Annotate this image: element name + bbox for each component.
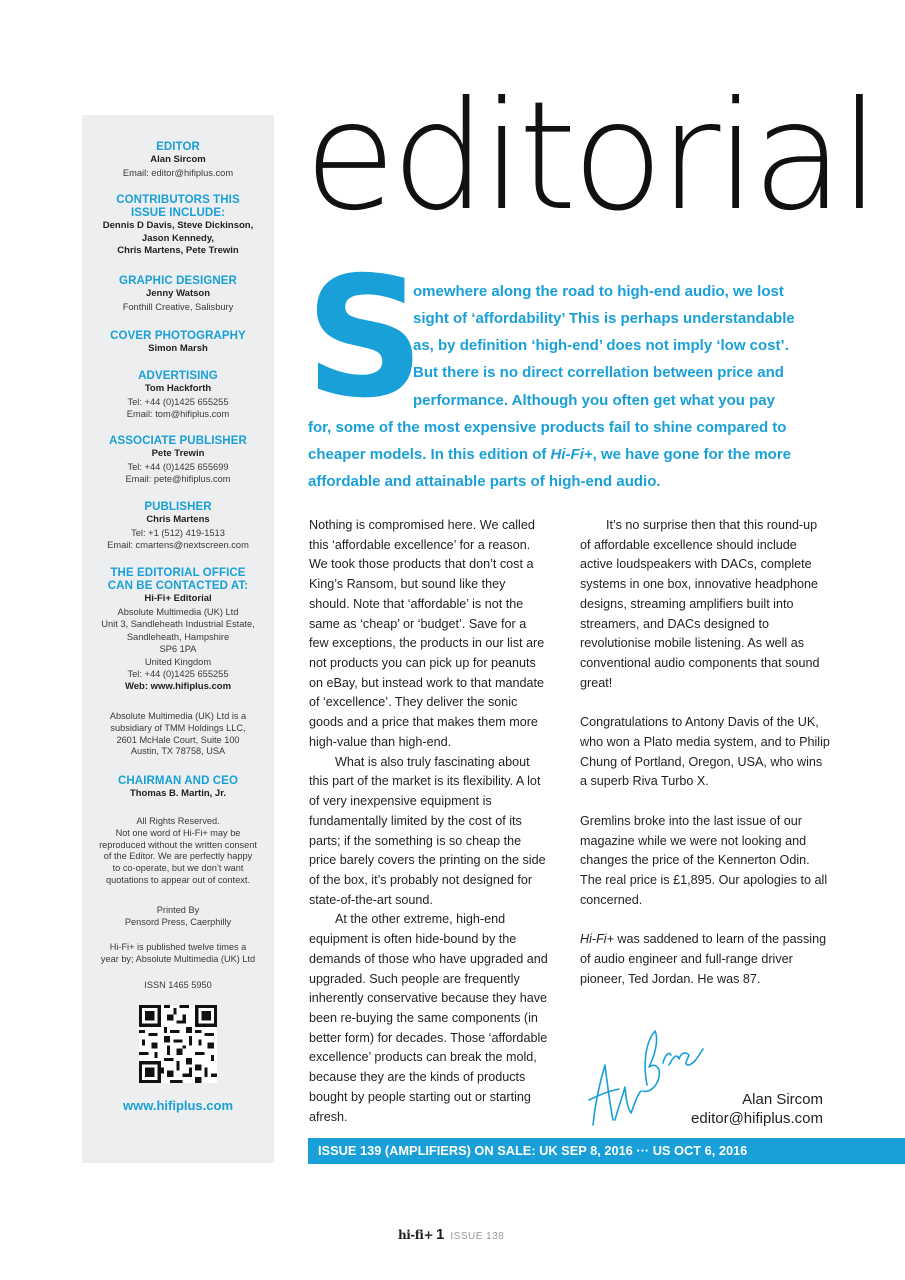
photography-heading: COVER PHOTOGRAPHY [110,330,246,342]
body-column-right [580,516,830,989]
paragraph-gap [580,693,830,713]
body-paragraph: Congratulations to Antony Davis of the UK, who won a Plato media system, and to Philip Chung of Portland, Oregon, USA, who wins a superb Riva Turbo X. [580,715,830,789]
standfirst-line: as, by definition ‘high-end’ does not imply ‘low cost’. [413,337,789,354]
office-block [82,567,274,693]
standfirst-text: cheaper models. In this edition of [308,446,551,463]
rights-line: to co-operate, but we don’t want [112,863,244,874]
issue-label: ISSUE 138 [450,1231,505,1242]
photography-name: Simon Marsh [148,343,208,354]
contributors-block [82,194,274,258]
rights-line: of the Editor. We are perfectly happy [103,851,253,862]
publisher-heading: PUBLISHER [144,501,212,513]
issn-block [82,980,274,992]
subsidiary-line: subsidiary of TMM Holdings LLC, [110,722,246,733]
publisher-tel: Tel: +1 (512) 419-1513 [131,527,225,538]
office-name: Hi-Fi+ Editorial [144,593,212,604]
office-address-line: SP6 1PA [159,644,197,654]
chairman-name: Thomas B. Martin, Jr. [129,788,227,799]
body-paragraph: At the other extreme, high-end equipment is often hide-bound by the demands of those who have upgraded and upgraded. Such people are frequently inherently conservative because they have been re-buying the same components (in better form) for decades. Those ‘affordable excellence’ products can break the mold, because they are the kinds of products bought by people starting out or starting afresh. [309,912,548,1124]
signature-icon [585,1025,705,1130]
contributors-heading: CONTRIBUTORS THIS [116,194,240,206]
associate-publisher-block [82,435,274,486]
standfirst-line: affordable and attainable parts of high-end audio. [308,473,661,490]
designer-block [82,275,274,313]
designer-company: Fonthill Creative, Salisbury [122,301,234,312]
standfirst-text: , we have gone for the more [592,446,792,463]
issn: ISSN 1465 5950 [144,980,212,990]
contributors-names: Chris Martens, Pete Trewin [117,245,239,256]
page-number: 1 [436,1226,445,1243]
photography-block [82,330,274,356]
next-issue-banner: ISSUE 139 (AMPLIFIERS) ON SALE: UK SEP 8, 2016 ··· US OCT 6, 2016 [308,1138,905,1164]
rights-line: Not one word of Hi-Fi+ may be [115,827,241,838]
rights-line: reproduced without the written consent [99,839,257,850]
drop-cap: S [305,242,425,435]
body-column-left [309,516,549,1127]
office-heading-2: CAN BE CONTACTED AT: [107,580,249,592]
signoff-name: Alan Sircom [742,1091,823,1108]
chairman-heading: CHAIRMAN AND CEO [117,775,238,787]
masthead-sidebar [82,115,274,1163]
signoff [691,1090,823,1128]
website-link[interactable]: www.hifiplus.com [122,1098,234,1113]
designer-name: Jenny Watson [145,288,211,299]
subsidiary-line: Absolute Multimedia (UK) Ltd is a [109,711,247,721]
advertising-block [82,370,274,421]
signoff-email[interactable]: editor@hifiplus.com [691,1110,823,1127]
associate-publisher-heading: ASSOCIATE PUBLISHER [109,435,247,447]
contributors-names: Jason Kennedy, [141,232,215,244]
editor-name: Alan Sircom [150,154,206,165]
subsidiary-line: 2601 McHale Court, Suite 100 [116,734,240,745]
advertising-heading: ADVERTISING [138,370,218,382]
editor-block [82,141,274,179]
designer-heading: GRAPHIC DESIGNER [119,275,237,287]
standfirst-line: omewhere along the road to high-end audio, we lost [413,283,784,300]
advertising-name: Tom Hackforth [144,383,212,394]
office-heading: THE EDITORIAL OFFICE [110,567,246,579]
editor-email: Email: editor@hifiplus.com [122,167,234,178]
chairman-block [82,775,274,801]
contributors-heading-2: ISSUE INCLUDE: [130,207,226,219]
magazine-name: Hi-Fi+ [580,932,614,947]
publisher-email: Email: cmartens@nextscreen.com [107,540,249,550]
body-paragraph: Nothing is compromised here. We called this ‘affordable excellence’ for a reason. We took those products that don’t cost a King’s Ransom, but sound like they should. Note that ‘affordable’ is not the same as ‘cheap’ or ‘budget’. Save for a few exceptions, the products in our list are not products you can pick up for peanuts on eBay, but instead work to that mandate of ‘excellence’. They deliver the sonic goods and a price that makes them more high-value than high-end. [309,518,545,749]
body-paragraph [580,930,830,989]
office-web[interactable]: Web: www.hifiplus.com [124,680,232,692]
printer-block [82,905,274,929]
advertising-tel: Tel: +44 (0)1425 655255 [127,396,229,407]
printer-line: Printed By [156,905,200,915]
printer-line: Pensord Press, Caerphilly [124,916,232,927]
magazine-logo: hi-fi+ [398,1228,434,1242]
subsidiary-block [82,711,274,758]
body-paragraph: Gremlins broke into the last issue of our magazine while we were not looking and changes the price of the Kennerton Odin. The real price is £1,895. Our apologies to all concerned. [580,813,828,907]
office-address-line: United Kingdom [144,656,212,667]
published-line: year by; Absolute Multimedia (UK) Ltd [100,953,256,964]
office-tel: Tel: +44 (0)1425 655255 [127,669,229,679]
rights-block [82,816,274,887]
magazine-name: Hi-Fi+ [550,446,593,463]
standfirst-line: But there is no direct correllation between price and [413,364,784,381]
associate-publisher-name: Pete Trewin [151,448,205,459]
standfirst-line: for, some of the most expensive products fail to shine compared to [308,419,787,436]
editor-heading: EDITOR [156,141,200,153]
office-address-line: Sandleheath, Hampshire [126,631,230,642]
paragraph-text: was saddened to learn of the passing of audio engineer and full-range driver pioneer, Ted Jordan. He was 87. [580,932,827,986]
associate-publisher-tel: Tel: +44 (0)1425 655699 [127,461,229,472]
paragraph-gap [580,792,830,812]
standfirst-line: sight of ‘affordability’ This is perhaps understandable [413,310,795,327]
paragraph-gap [580,910,830,930]
published-block [82,942,274,966]
page-title: editorial [304,70,876,244]
publisher-name: Chris Martens [146,514,210,525]
rights-line: quotations to appear out of context. [105,874,251,885]
qr-code-icon[interactable] [139,1005,217,1083]
website-block [82,1098,274,1113]
associate-publisher-email: Email: pete@hifiplus.com [125,474,231,484]
rights-line: All Rights Reserved. [136,816,220,826]
standfirst-line [308,446,791,464]
standfirst-line: performance. Although you often get what you pay [413,392,775,409]
office-address-line: Absolute Multimedia (UK) Ltd [117,606,239,617]
office-address-line: Unit 3, Sandleheath Industrial Estate, [101,619,255,629]
publisher-block [82,501,274,552]
advertising-email: Email: tom@hifiplus.com [126,409,230,419]
published-line: Hi-Fi+ is published twelve times a [109,942,247,952]
body-paragraph: It’s no surprise then that this round-up of affordable excellence should include active loudspeakers with DACs, complete systems in one box, innovative headphone designs, streaming amplifiers built into streamers, and DACs designed to revolutionise mobile listening. As well as conventional audio components that sound great! [580,518,820,690]
body-paragraph: What is also truly fascinating about this part of the market is its flexibility. A lot of very inexpensive equipment is fundamentally limited by the cost of its parts; if the something is so cheap the price barely covers the printing on the side of the box, it’s probably not designed for state-of-the-art sound. [309,754,546,907]
subsidiary-line: Austin, TX 78758, USA [130,746,226,757]
contributors-names: Dennis D Davis, Steve Dickinson, [102,220,254,231]
page-footer [398,1226,504,1244]
